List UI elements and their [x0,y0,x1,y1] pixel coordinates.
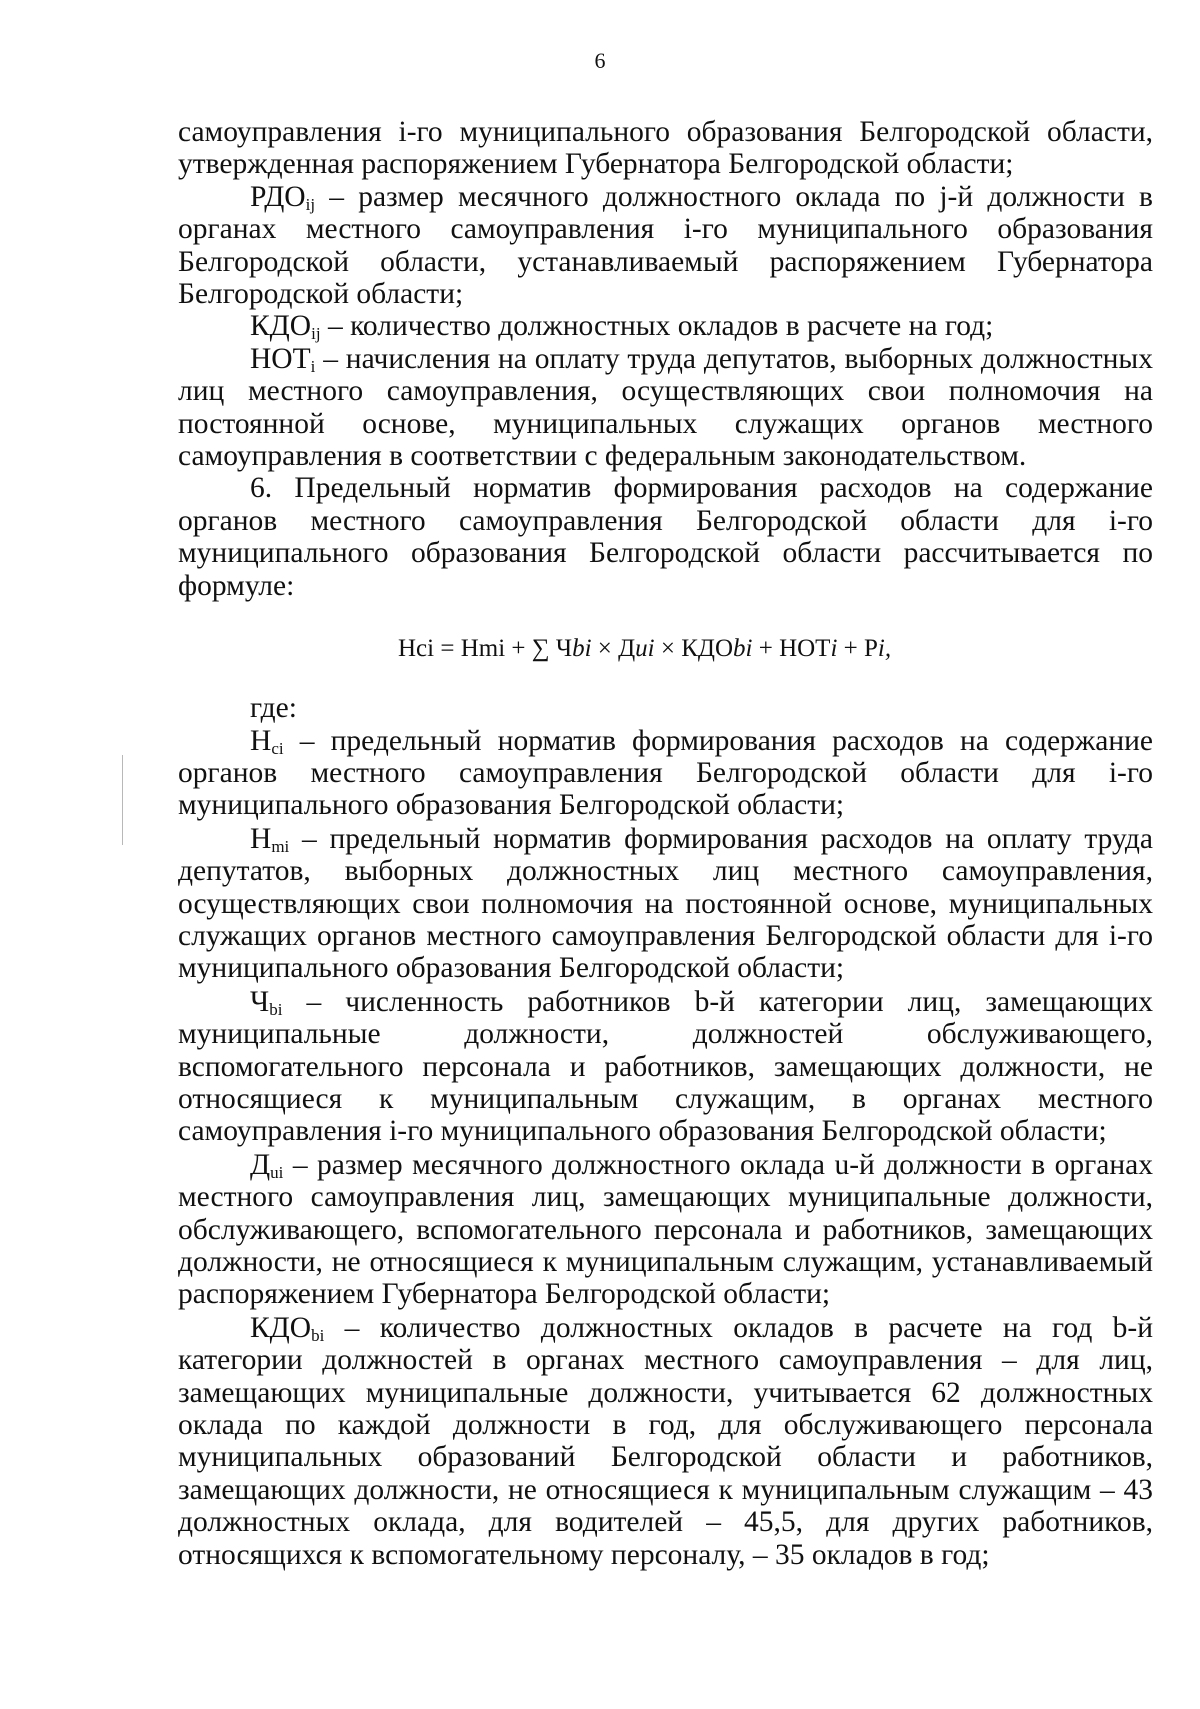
scan-margin-mark [122,755,123,845]
definition-nci [178,725,1153,822]
formula [178,632,1153,666]
formula-part-1: Нci = Нmi + ∑ Ч [398,635,573,663]
definition-kdo-ij-text: – количество должностных окладов в расчете на год; [320,310,994,343]
term-rdo-subscript: ij [305,194,316,214]
term-dui-subscript: ui [270,1162,284,1182]
term-dui: Д [250,1148,271,1181]
term-not: НОТ [250,342,311,375]
formula-italic-4: i [830,635,838,663]
formula-part-4: + НОТ [752,635,831,663]
formula-italic-3: bi [733,635,753,663]
formula-italic-1: bi [572,635,592,663]
definition-chbi-text: – численность работников b-й категории лиц, замещающих муниципальные должности, должностей обслуживающего, вспомогательного персонала и работников, замещающих должности, не относящиеся к муниципальным служащим, в органах местного самоуправления i-го муниципального образования Белгородской области; [178,985,1153,1148]
definition-nmi-text: – предельный норматив формирования расходов на оплату труда депутатов, выборных должностных лиц местного самоуправления, осуществляющих свои полномочия на постоянной основе, муниципальных служащих органов местного самоуправления Белгородской области для i-го муниципального образования Белгородской области; [178,822,1153,985]
formula-part-2: × Д [591,635,636,663]
term-nci: Н [250,724,272,757]
definition-nci-text: – предельный норматив формирования расходов на содержание органов местного самоуправления Белгородской области для i-го муниципального образования Белгородской области; [178,724,1153,822]
term-kdo-bi-subscript: bi [311,1325,325,1345]
formula-italic-2: ui [635,635,655,663]
term-nmi-subscript: mi [271,836,290,856]
term-chbi-subscript: bi [269,999,283,1019]
definition-kdo-bi [178,1312,1153,1571]
page-number: 6 [594,48,606,73]
term-chbi: Ч [250,985,270,1018]
term-nci-subscript: ci [271,738,284,758]
term-not-subscript: i [310,356,316,376]
definition-chbi [178,986,1153,1148]
term-rdo: РДО [250,180,306,213]
definition-not-text: – начисления на оплату труда депутатов, выборных должностных лиц местного самоуправления, осуществляющих свои полномочия на постоянной основе, муниципальных служащих органов местного самоуправления в соответствии с федеральным законодательством. [178,342,1153,473]
term-kdo-ij-subscript: ij [311,324,321,344]
definition-dui-text: – размер месячного должностного оклада u-й должности в органах местного самоуправления лиц, замещающих муниципальные должности, обслуживающего, вспомогательного персонала и работников, замещающих должности, не относящиеся к муниципальным служащим, устанавливаемый распоряжением Губернатора Белгородской области; [178,1148,1153,1311]
section-6-paragraph: 6. Предельный норматив формирования расходов на содержание органов местного самоуправления Белгородской области для i-го муниципального образования Белгородской области рассчитывается по формуле: [178,472,1153,602]
definition-dui [178,1149,1153,1311]
formula-part-5: + Р [837,635,878,663]
document-body [178,116,1153,1571]
definition-rdo-text: – размер месячного должностного оклада по j-й должности в органах местного самоуправления i-го муниципального образования Белгородской области, устанавливаемый распоряжением Губернатора Белгородской области; [178,180,1153,311]
definition-rdo [178,181,1153,311]
formula-italic-5: i, [877,635,892,663]
paragraph-continuation: самоуправления i-го муниципального образования Белгородской области, утвержденная распоряжением Губернатора Белгородской области; [178,116,1153,181]
term-kdo-ij: КДО [250,310,312,343]
definition-kdo-bi-text: – количество должностных окладов в расчете на год b-й категории должностей в органах местного самоуправления – для лиц, замещающих муниципальные должности, учитывается 62 должностных оклада по каждой должности в год, для обслуживающего персонала муниципальных образований Белгородской области и работников, замещающих должности, не относящиеся к муниципальным служащим – 43 должностных оклада, для водителей – 45,5, для других работников, относящихся к вспомогательному персоналу, – 35 окладов в год; [178,1311,1153,1571]
definition-kdo-ij [178,310,1153,342]
where-label: где: [250,692,297,725]
term-nmi: Н [250,822,272,855]
term-kdo-bi: КДО [250,1311,312,1344]
definition-nmi [178,823,1153,985]
formula-part-3: × КДО [654,635,734,663]
definition-not [178,343,1153,473]
